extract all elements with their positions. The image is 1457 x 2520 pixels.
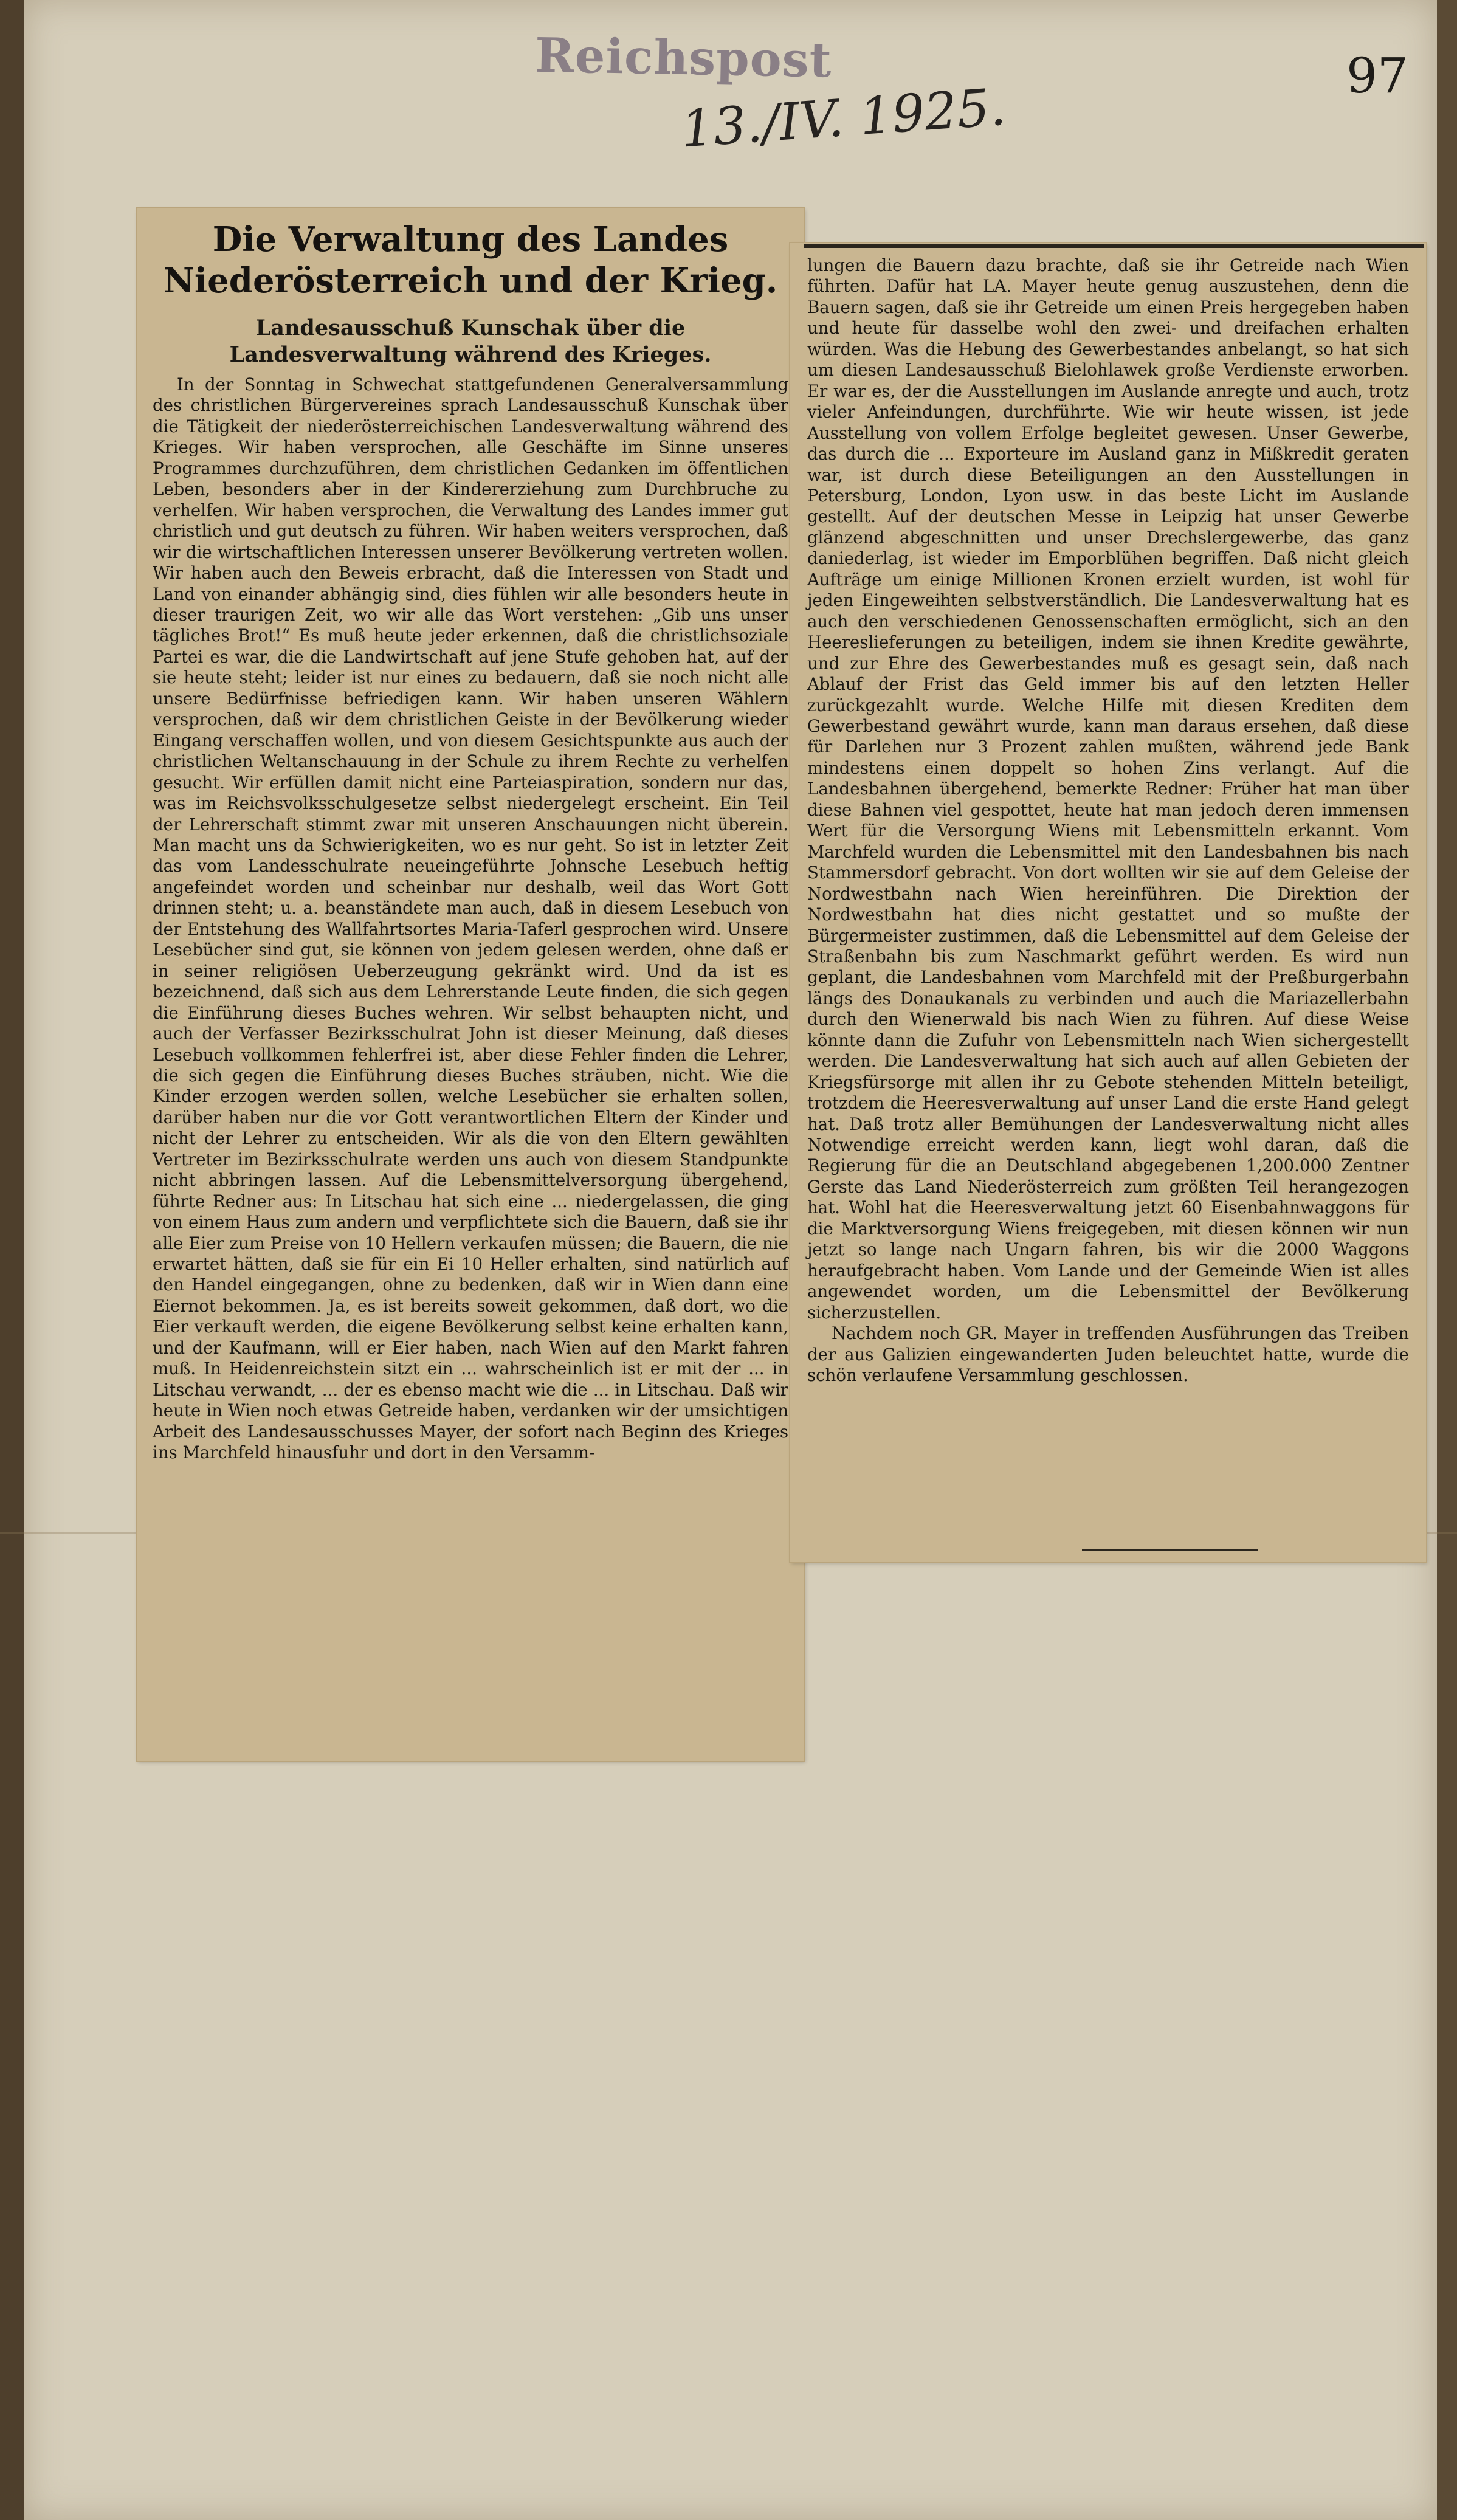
sheet-edge — [1437, 0, 1457, 2520]
article-closing-paragraph: Nachdem noch GR. Mayer in treffenden Ausführungen das Treiben der aus Galizien eingewanderten Juden beleuchtet hatte, wurde die schön verlaufene Versammlung geschlossen. — [807, 1323, 1409, 1386]
page-number: 97 — [1346, 47, 1408, 104]
article-column-1: In der Sonntag in Schwechat stattgefundenen Generalversammlung des christlichen Bürgervereines sprach Landesausschuß Kunschak über die Tätigkeit der niederösterreichischen Landesverwaltung während des Krieges. Wir haben versprochen, alle Geschäfte im Sinne unseres Programmes durchzuführen, dem christlichen Gedanken im öffentlichen Leben, besonders aber in der Kindererziehung zum Durchbruche zu verhelfen. Wir haben versprochen, die Verwaltung des Landes immer gut christlich und gut deutsch zu führen. Wir haben weiters versprochen, daß wir die wirtschaftlichen Interessen unserer Bevölkerung vertreten wollen. Wir haben auch den Beweis erbracht, daß die Interessen von Stadt und Land von einander abhängig sind, dies fühlen wir alle besonders heute in dieser traurigen Zeit, wo wir alle das Wort verstehen: „Gib uns unser tägliches Brot!“ Es muß heute jeder erkennen, daß die christlichsoziale Partei es war, die die Landwirtschaft auf jene Stufe gehoben hat, auf der sie heute steht; leider ist nur eines zu bedauern, daß sie noch nicht alle unsere Bedürfnisse befriedigen kann. Wir haben unseren Wählern versprochen, daß wir dem christlichen Geiste in der Bevölkerung wieder Eingang verschaffen wollen, und von diesem Gesichtspunkte aus auch der christlichen Weltanschauung in der Schule zu ihrem Rechte zu verhelfen gesucht. Wir erfüllen damit nicht eine Parteiaspiration, sondern nur das, was im Reichsvolksschulgesetze selbst niedergelegt erscheint. Ein Teil der Lehrerschaft stimmt zwar mit unseren Anschauungen nicht überein. Man macht uns da Schwierigkeiten, wo es nur geht. So ist in letzter Zeit das vom Landesschulrate neueingeführte Johnsche Lesebuch heftig angefeindet worden und scheinbar nur deshalb, weil das Wort Gott drinnen steht; u. a. beanständete man auch, daß in diesem Lesebuch von der Entstehung des Wallfahrtsortes Maria-Taferl gesprochen wird. Unsere Lesebücher sind gut, sie können von jedem gelesen werden, ohne daß er in seiner religiösen Ueberzeugung gekränkt wird. Und da ist es bezeichnend, daß sich aus dem Lehrerstande Leute finden, die sich gegen die Einführung dieses Buches wehren. Wir selbst behaupten nicht, und auch der Verfasser Bezirksschulrat John ist dieser Meinung, daß dieses Lesebuch vollkommen fehlerfrei ist, aber diese Fehler finden die Lehrer, die sich gegen die Einführung dieses Buches sträuben, nicht. Wie die Kinder erzogen werden sollen, welche Lesebücher sie erhalten sollen, darüber haben nur die vor Gott verantwortlichen Eltern der Kinder und nicht der Lehrer zu entscheiden. Wir als die von den Eltern gewählten Vertreter im Bezirksschulrate werden uns auch von diesem Standpunkte nicht abbringen lassen. Auf die Lebensmittelversorgung übergehend, führte Redner aus: In Litschau hat sich eine ... niedergelassen, die ging von einem Haus zum andern und verpflichtete sich die Bauern, daß sie ihr alle Eier zum Preise von 10 Hellern verkaufen müssen; die Bauern, die nie erwartet hätten, daß sie für ein Ei 10 Heller erhalten, sind natürlich auf den Handel eingegangen, ohne zu bedenken, daß wir in Wien dann eine Eiernot bekommen. Ja, es ist bereits soweit gekommen, daß dort, wo die Eier verkauft werden, die eigene Bevölkerung selbst keine erhalten kann, und der Kaufmann, will er Eier haben, nach Wien auf den Markt fahren muß. In Heidenreichstein sitzt ein ... wahrscheinlich ist er mit der ... in Litschau verwandt, ... der es ebenso macht wie die ... in Litschau. Daß wir heute in Wien noch etwas Getreide haben, verdanken wir der umsichtigen Arbeit des Landesausschusses Mayer, der sofort nach Beginn des Krieges ins Marchfeld hinausfuhr und dort in den Versamm- — [153, 374, 788, 1463]
article-column-2: lungen die Bauern dazu brachte, daß sie ihr Getreide nach Wien führten. Dafür hat LA. Mayer heute genug auszustehen, denn die Bauern sagen, daß sie ihr Getreide um einen Preis hergegeben haben und heute für dasselbe wohl den zwei- und dreifachen erhalten würden. Was die Hebung des Gewerbestandes anbelangt, so hat sich um diesen Landesausschuß Bielohlawek große Verdienste erworben. Er war es, der die Ausstellungen im Auslande anregte und auch, trotz vieler Anfeindungen, durchführte. Wie wir heute wissen, ist jede Ausstellung von vollem Erfolge begleitet gewesen. Unser Gewerbe, das durch die ... Exporteure im Ausland ganz in Mißkredit geraten war, ist durch diese Beteiligungen an den Ausstellungen in Petersburg, London, Lyon usw. in das beste Licht im Auslande gestellt. Auf der deutschen Messe in Leipzig hat unser Gewerbe glänzend abgeschnitten und unser Drechslergewerbe, das ganz daniederlag, ist wieder im Emporblühen begriffen. Daß nicht gleich Aufträge um einige Millionen Kronen erzielt wurden, ist wohl für jeden Eingeweihten selbstverständlich. Die Landesverwaltung hat es auch den verschiedenen Genossenschaften ermöglicht, sich an den Heereslieferungen zu beteiligen, indem sie ihnen Kredite gewährte, und zur Ehre des Gewerbestandes muß es gesagt sein, daß nach Ablauf der Frist das Geld immer bis auf den letzten Heller zurückgezahlt wurde. Welche Hilfe mit diesen Krediten dem Gewerbestand gewährt wurde, kann man daraus ersehen, daß diese für Darlehen nur 3 Prozent zahlen mußten, während jede Bank mindestens einen doppelt so hohen Zins verlangt. Auf die Landesbahnen übergehend, bemerkte Redner: Früher hat man über diese Bahnen viel gespottet, heute hat man jedoch deren immensen Wert für die Versorgung Wiens mit Lebensmitteln erkannt. Vom Marchfeld wurden die Lebensmittel mit den Landesbahnen bis nach Stammersdorf gebracht. Von dort wollten wir sie auf dem Geleise der Nordwestbahn nach Wien hereinführen. Die Direktion der Nordwestbahn hat dies nicht gestattet und so mußte der Bürgermeister zustimmen, daß die Lebensmittel auf dem Geleise der Straßenbahn bis zum Naschmarkt geführt werden. Es wird nun geplant, die Landesbahnen vom Marchfeld mit der Preßburgerbahn längs des Donaukanals zu verbinden und auch die Mariazellerbahn durch den Wienerwald bis nach Wien zu führen. Auf diese Weise könnte dann die Zufuhr von Lebensmitteln nach Wien sichergestellt werden. Die Landesverwaltung hat sich auch auf allen Gebieten der Kriegsfürsorge mit allen ihr zu Gebote stehenden Mitteln beteiligt, trotzdem die Heeresverwaltung auf unser Land die erste Hand gelegt hat. Daß trotz aller Bemühungen der Landesverwaltung nicht alles Notwendige erreicht werden kann, liegt wohl daran, daß die Regierung für die an Deutschland abgegebenen 1,200.000 Zentner Gerste das Land Niederösterreich zum größten Teil herangezogen hat. Wohl hat die Heeresverwaltung jetzt 60 Eisenbahnwaggons für die Marktversorgung Wiens freigegeben, mit diesen können wir nun jetzt so lange nach Ungarn fahren, bis wir die 2000 Waggons heraufgebracht haben. Vom Lande und der Gemeinde Wien ist alles angewendet worden, um die Lebensmittel der Bevölkerung sicherzustellen. — [807, 255, 1409, 1323]
article-subheadline: Landesausschuß Kunschak über die Landesverwaltung während des Krieges. — [229, 315, 712, 367]
column-top-rule — [804, 244, 1424, 248]
clipping-right-column — [790, 243, 1426, 1562]
article-headline: Die Verwaltung des Landes Niederösterreich und der Krieg. — [163, 219, 778, 301]
newspaper-stamp: Reichspost — [534, 27, 833, 89]
clipping-left-column — [137, 208, 804, 1761]
article-end-rule — [1082, 1549, 1258, 1551]
handwritten-date: 13./IV. 1925. — [679, 77, 1008, 159]
